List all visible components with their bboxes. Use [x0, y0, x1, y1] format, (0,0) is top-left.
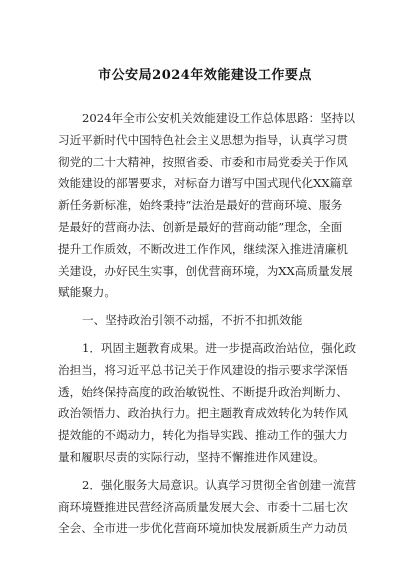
paragraph-line: 关建设，办好民生实事，创优营商环境，为XX高质量发展: [58, 263, 353, 278]
paragraph-line: 效能建设的部署要求，对标奋力谱写中国式现代化XX篇章: [58, 176, 353, 191]
paragraph-line: 商环境暨推进民营经济高质量发展大会、市委十二届七次: [58, 499, 348, 514]
paragraph-line: 提升工作质效，不断改进工作作风，继续深入推进清廉机: [58, 241, 348, 256]
paragraph-line: 提效能的不竭动力，转化为指导实践、推动工作的强大力: [58, 428, 348, 443]
paragraph-line: 彻党的二十大精神，按照省委、市委和市局党委关于作风: [58, 154, 348, 169]
document-body: [58, 108, 360, 540]
paragraph-line: 是最好的营商办法、创新是最好的营商动能”理念，全面: [58, 219, 343, 234]
paragraph-line: 透，始终保持高度的政治敏锐性、不断提升政治判断力、: [58, 384, 348, 399]
paragraph-line: 量和履职尽责的实际行动，坚持不懈推进作风建设。: [58, 449, 325, 464]
paragraph-line: 1．巩固主题教育成果。进一步提高政治站位，强化政: [82, 340, 357, 355]
document-title: 市公安局2024年效能建设工作要点: [98, 68, 312, 83]
paragraph-line: 赋能聚力。: [58, 285, 116, 300]
paragraph-line: 2024年全市公安机关效能建设工作总体思路：坚持以: [82, 111, 355, 125]
section-heading: 一、坚持政治引领不动摇，不折不扣抓效能: [82, 313, 303, 328]
paragraph-line: 2．强化服务大局意识。认真学习贯彻全省创建一流营: [82, 477, 357, 492]
paragraph-line: 政治领悟力、政治执行力。把主题教育成效转化为转作风: [58, 406, 348, 421]
paragraph-line: 治担当，将习近平总书记关于作风建设的指示要求学深悟: [58, 362, 348, 377]
paragraph-line: 习近平新时代中国特色社会主义思想为指导，认真学习贯: [58, 132, 348, 147]
paragraph-line: 新任务新标准，始终秉持“法治是最好的营商环境、服务: [58, 198, 343, 213]
paragraph-line: 全会、全市进一步优化营商环境加快发展新质生产力动员: [58, 521, 348, 536]
